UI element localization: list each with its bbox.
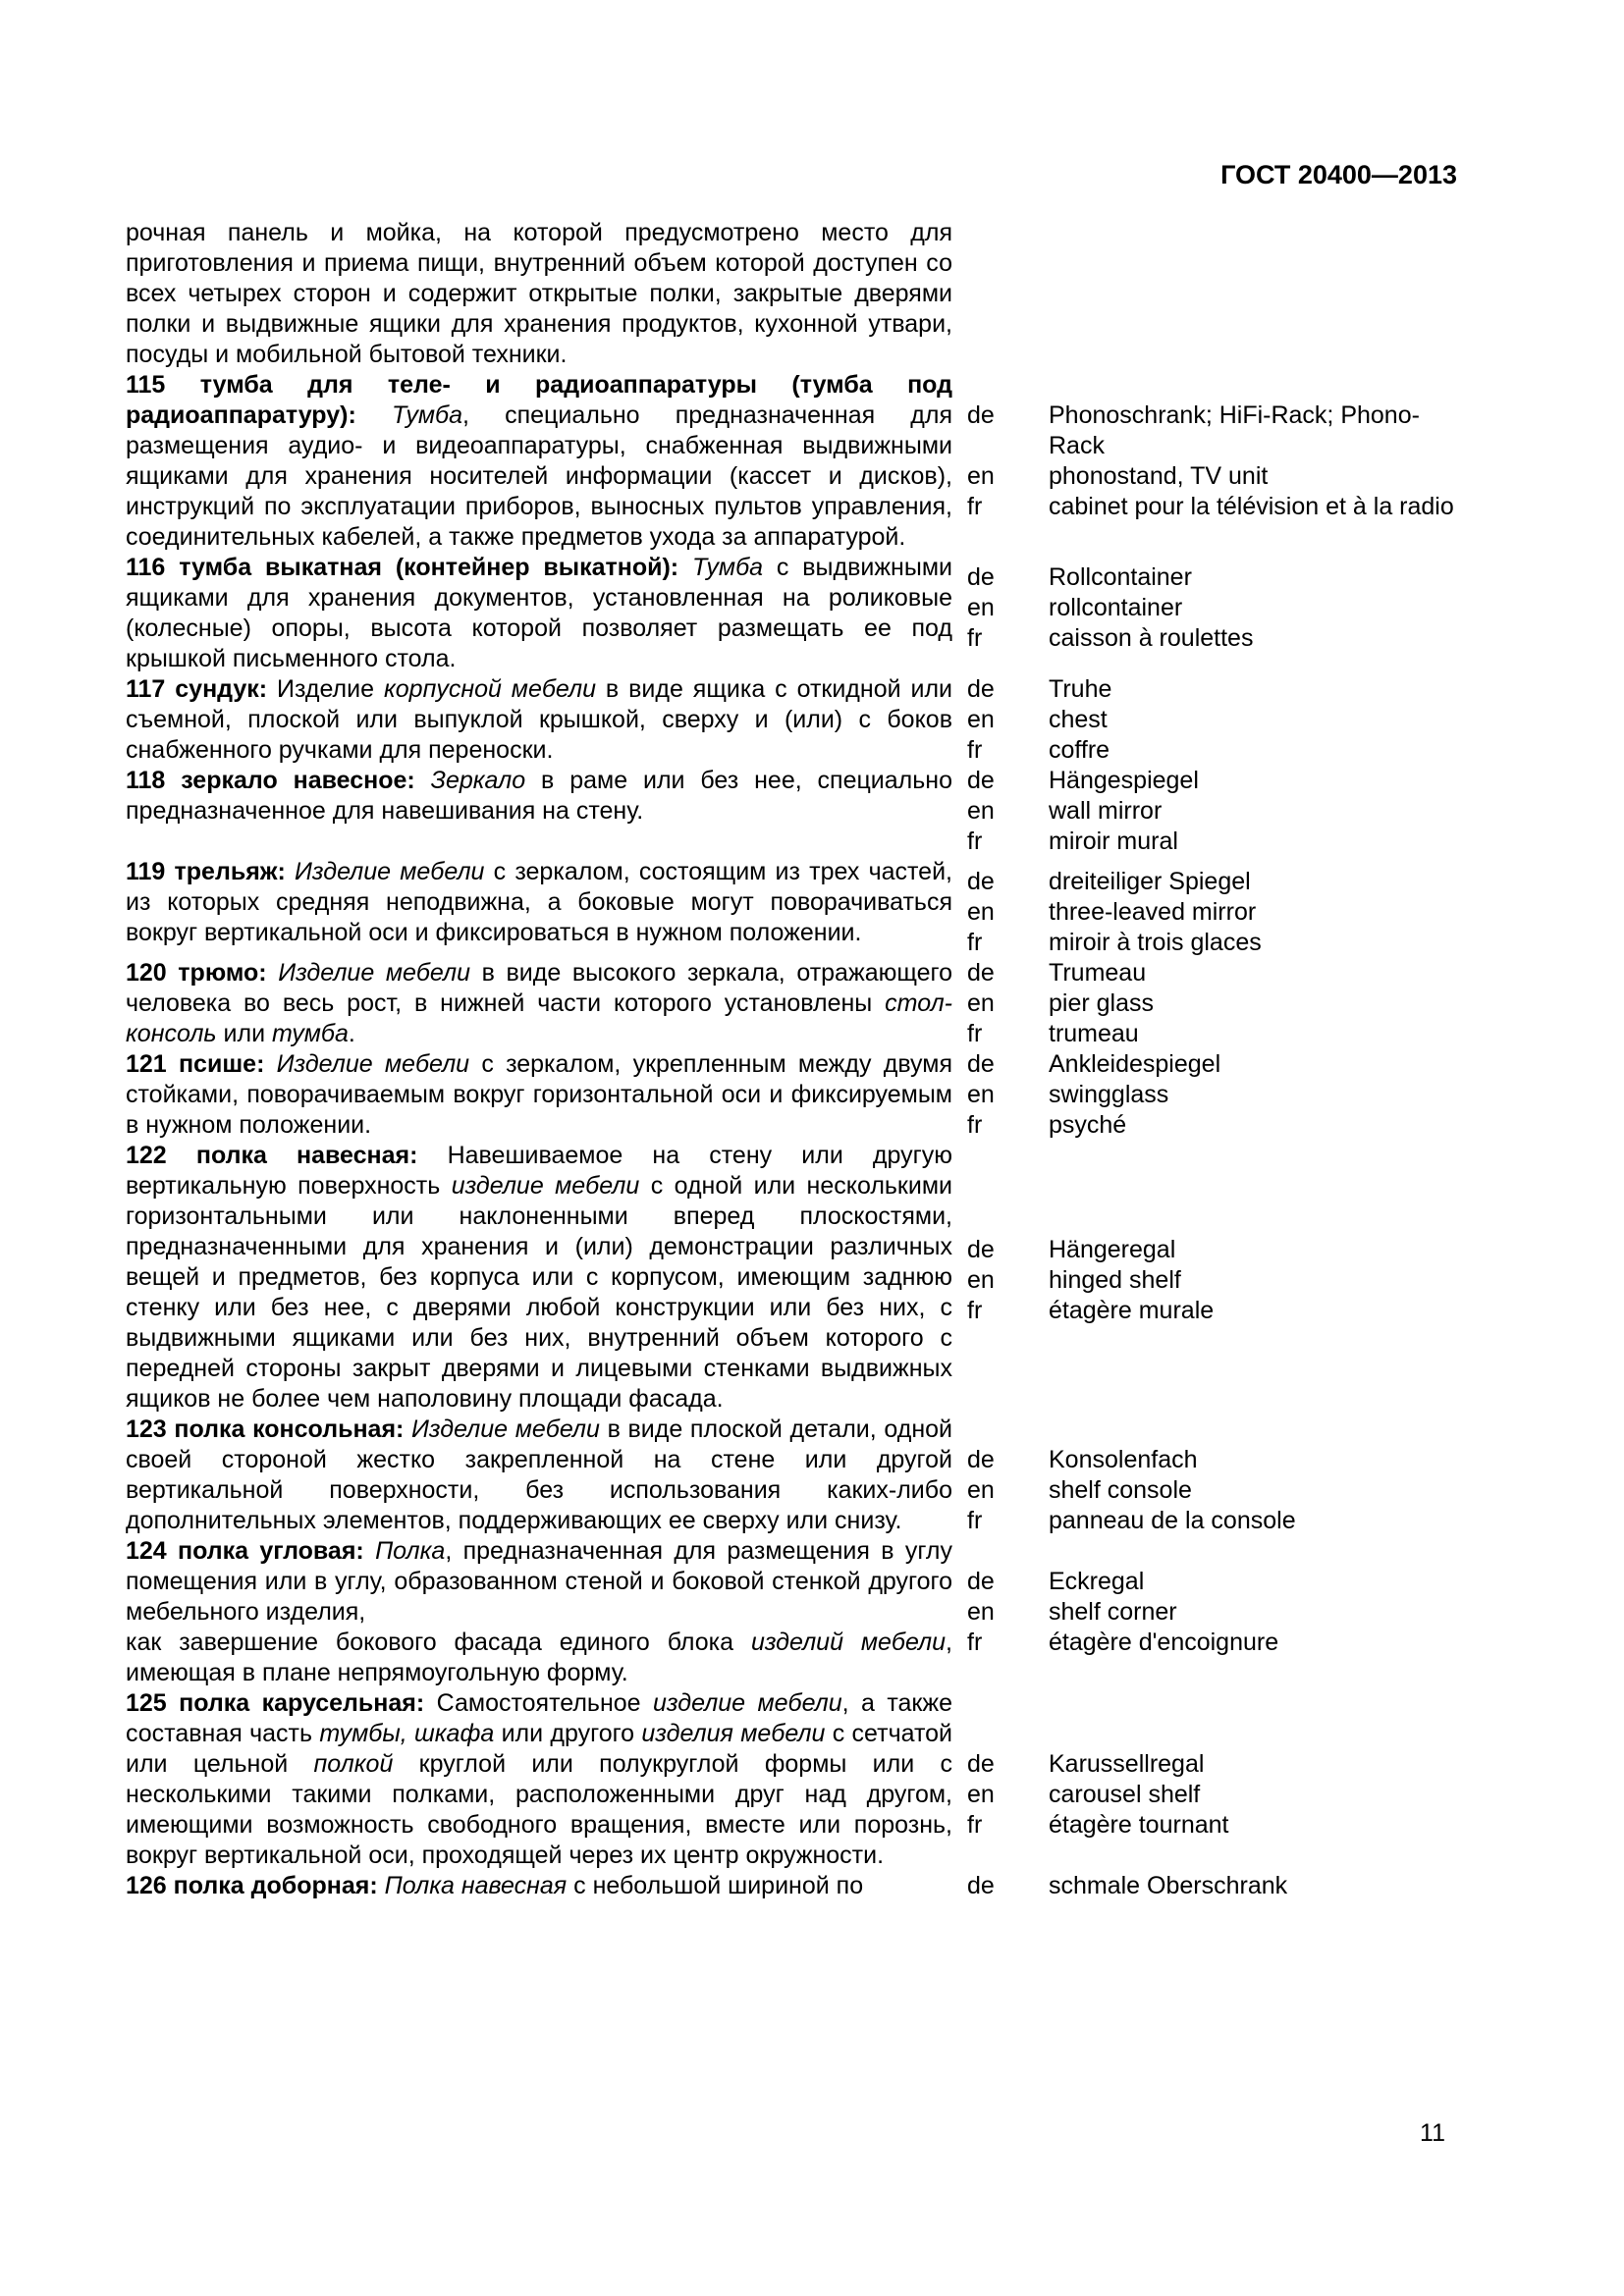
translation-text: swingglass	[1049, 1081, 1169, 1108]
translation-text: rollcontainer	[1049, 594, 1183, 621]
term-emphasis: изделие мебели	[653, 1689, 842, 1717]
definition-text: с зеркалом, укрепленным между двумя стойками, поворачиваемым вокруг горизонтальной оси и фиксируемым в нужном положении.	[126, 1050, 953, 1139]
translation-text: trumeau	[1049, 1020, 1139, 1047]
language-code: fr	[967, 1629, 983, 1656]
language-code: en	[967, 989, 995, 1017]
definition-text: с одной или несколькими горизонтальными или наклоненными вперед плоскостями, предназначенными для хранения и (или) демонстрации различных вещей и предметов, без корпуса или с корпусом, имеющим заднюю стенку или без нее, с дверями любой конструкции или без них, с выдвижными ящиками или без них, внутренний объем которого с передней стороны закрыт дверями и лицевыми стенками выдвижных ящиков не более чем наполовину площади фасада.	[126, 1172, 952, 1413]
translation-row	[967, 928, 1463, 958]
translation-text: dreiteiliger Spiegel	[1049, 868, 1251, 895]
term-entry-125	[126, 1688, 1463, 1871]
language-code: de	[967, 563, 995, 591]
translation-row	[967, 1749, 1463, 1780]
term-definition	[126, 857, 952, 948]
term-emphasis: Полка	[375, 1537, 446, 1565]
language-code: fr	[967, 1811, 983, 1839]
term-emphasis: Изделие мебели	[295, 858, 485, 885]
term-entry-126	[126, 1871, 1463, 1901]
translation-text: Eckregal	[1049, 1568, 1145, 1595]
term-translations	[967, 1749, 1463, 1841]
translation-text: shelf console	[1049, 1476, 1192, 1504]
language-code: de	[967, 675, 995, 703]
translation-text: phonostand, TV unit	[1049, 462, 1269, 490]
term-definition	[126, 1141, 952, 1415]
term-title: 121 псише:	[126, 1050, 277, 1078]
term-title: 122 полка навесная:	[126, 1142, 448, 1169]
language-code: en	[967, 1781, 995, 1808]
translation-text: étagère d'encoignure	[1049, 1629, 1279, 1656]
term-translations	[967, 562, 1463, 654]
term-definition	[126, 370, 952, 553]
term-translations	[967, 1871, 1463, 1901]
term-emphasis: полкой	[313, 1750, 394, 1778]
language-code: fr	[967, 828, 983, 855]
definition-text: в виде высокого зеркала, отражающего человека во весь рост, в нижней части которого установлены	[126, 959, 953, 1017]
language-code: fr	[967, 1297, 983, 1324]
translation-row	[967, 492, 1463, 522]
language-code: en	[967, 594, 995, 621]
translation-row	[967, 674, 1463, 705]
translation-row	[967, 593, 1463, 623]
term-title: 125 полка карусельная:	[126, 1689, 437, 1717]
term-translations	[967, 400, 1463, 522]
definition-text: в раме или без нее, специально предназначенное для навешивания на стену.	[126, 767, 952, 825]
definition-text: в виде ящика с откидной или съемной, плоской или выпуклой крышкой, сверху и (или) с боков снабженного ручками для переноски.	[126, 675, 953, 764]
translation-text: schmale Oberschrank	[1049, 1872, 1288, 1899]
term-translations	[967, 958, 1463, 1049]
term-translations	[967, 1235, 1463, 1326]
language-code: en	[967, 1598, 995, 1626]
definition-text: с сетчатой или цельной	[126, 1720, 952, 1778]
translation-row	[967, 705, 1463, 735]
translation-text: Hängeregal	[1049, 1236, 1176, 1263]
translation-row	[967, 766, 1463, 796]
translation-row	[967, 400, 1463, 461]
term-definition	[126, 1415, 952, 1536]
term-emphasis: изделий мебели	[750, 1629, 947, 1656]
term-emphasis: Изделие мебели	[411, 1415, 600, 1443]
language-code: en	[967, 1476, 995, 1504]
language-code: en	[967, 462, 995, 490]
definition-text: или	[216, 1020, 272, 1047]
translation-row	[967, 988, 1463, 1019]
term-emphasis: Тумба	[391, 401, 463, 429]
language-code: de	[967, 1446, 995, 1473]
terms-list	[126, 218, 1463, 1901]
term-entry-123	[126, 1415, 1463, 1536]
language-code: fr	[967, 929, 983, 956]
language-code: de	[967, 868, 995, 895]
translation-row	[967, 796, 1463, 827]
translation-text: hinged shelf	[1049, 1266, 1181, 1294]
term-translations	[967, 674, 1463, 766]
translation-row	[967, 1506, 1463, 1536]
term-definition	[126, 1871, 952, 1901]
language-code: fr	[967, 1111, 983, 1139]
definition-text: , имеющая в плане непрямоугольную форму.	[126, 1629, 952, 1686]
language-code: fr	[967, 493, 983, 520]
term-title: 117 сундук:	[126, 675, 278, 703]
language-code: de	[967, 1872, 995, 1899]
translation-text: wall mirror	[1049, 797, 1163, 825]
term-emphasis: Изделие мебели	[276, 1050, 470, 1078]
term-definition	[126, 1536, 952, 1688]
translation-text: Hängespiegel	[1049, 767, 1199, 794]
term-emphasis: изделия мебели	[641, 1720, 826, 1747]
definition-text: или другого	[494, 1720, 642, 1747]
term-title: 123 полка консольная:	[126, 1415, 412, 1443]
term-title: 118 зеркало навесное:	[126, 767, 431, 794]
translation-row	[967, 1235, 1463, 1265]
term-definition	[126, 1049, 952, 1141]
language-code: en	[967, 898, 995, 926]
term-definition	[126, 553, 952, 674]
language-code: en	[967, 1266, 995, 1294]
translation-text: Ankleidespiegel	[1049, 1050, 1221, 1078]
term-emphasis: Изделие мебели	[278, 959, 471, 987]
language-code: de	[967, 1050, 995, 1078]
language-code: de	[967, 401, 995, 429]
language-code: fr	[967, 1020, 983, 1047]
definition-text: .	[348, 1020, 355, 1047]
definition-text: как завершение бокового фасада единого блока	[126, 1629, 751, 1656]
translation-text: Truhe	[1049, 675, 1112, 703]
translation-row	[967, 1628, 1463, 1658]
translation-row	[967, 1597, 1463, 1628]
definition-text: , специально предназначенная для размещения аудио- и видеоаппаратуры, снабженная выдвижными ящиками для хранения носителей информации (кассет и дисков), инструкций по эксплуатации приборов, выносных пультов управления, соединительных кабелей, а также предметов ухода за аппаратурой.	[126, 401, 953, 551]
term-emphasis: Полка навесная	[384, 1872, 568, 1899]
term-entry-124	[126, 1536, 1463, 1688]
translation-row	[967, 827, 1463, 857]
translation-row	[967, 735, 1463, 766]
language-code: fr	[967, 624, 983, 652]
translation-text: Konsolenfach	[1049, 1446, 1198, 1473]
definition-text: Навешиваемое на стену или другую вертикальную поверхность	[126, 1142, 952, 1200]
term-emphasis: изделие мебели	[451, 1172, 640, 1200]
definition-text: в виде плоской детали, одной своей стороной жестко закрепленной на стене или другой вертикальной поверхности, без использования каких-либо дополнительных элементов, поддерживающих ее сверху или снизу.	[126, 1415, 952, 1534]
translation-row	[967, 461, 1463, 492]
term-entry-116	[126, 553, 1463, 674]
language-code: de	[967, 1568, 995, 1595]
term-definition	[126, 1688, 952, 1871]
translation-row	[967, 1445, 1463, 1475]
term-entry-118	[126, 766, 1463, 857]
definition-text: с зеркалом, состоящим из трех частей, из которых средняя неподвижна, а боковые могут поворачиваться вокруг вертикальной оси и фиксироваться в нужном положении.	[126, 858, 952, 946]
language-code: de	[967, 1236, 995, 1263]
translation-text: étagère murale	[1049, 1297, 1215, 1324]
term-translations	[967, 867, 1463, 958]
term-title: 120 трюмо:	[126, 959, 279, 987]
term-entry-122	[126, 1141, 1463, 1415]
definition-text: с выдвижными ящиками для хранения документов, установленная на роликовые (колесные) опоры, высота которой позволяет размещать ее под крышкой письменного стола.	[126, 554, 952, 672]
translation-row	[967, 897, 1463, 928]
term-emphasis: Зеркало	[430, 767, 526, 794]
translation-text: Trumeau	[1049, 959, 1147, 987]
translation-row	[967, 958, 1463, 988]
term-title: 126 полка доборная:	[126, 1872, 385, 1899]
definition-text: Изделие	[277, 675, 384, 703]
translation-row	[967, 867, 1463, 897]
translation-row	[967, 1110, 1463, 1141]
term-translations	[967, 1445, 1463, 1536]
translation-text: Rollcontainer	[1049, 563, 1192, 591]
translation-row	[967, 1780, 1463, 1810]
translation-row	[967, 1810, 1463, 1841]
translation-text: Phonoschrank; HiFi-Rack; Phono-Rack	[1049, 401, 1420, 459]
paragraph-continuation	[126, 218, 1463, 370]
translation-text: pier glass	[1049, 989, 1154, 1017]
term-title: 115 тумба для теле- и радиоаппаратуры (тумба под радиоаппаратуру):	[126, 371, 952, 429]
translation-text: three-leaved mirror	[1049, 898, 1257, 926]
definition-text: с небольшой шириной по	[567, 1872, 864, 1899]
translation-row	[967, 623, 1463, 654]
translation-row	[967, 1080, 1463, 1110]
translation-text: Karussellregal	[1049, 1750, 1205, 1778]
translation-row	[967, 1296, 1463, 1326]
term-title: 119 трельяж:	[126, 858, 296, 885]
language-code: fr	[967, 1507, 983, 1534]
term-emphasis: Тумба	[691, 554, 764, 581]
term-entry-120	[126, 958, 1463, 1049]
translation-text: psyché	[1049, 1111, 1127, 1139]
translation-text: caisson à roulettes	[1049, 624, 1254, 652]
term-title: 116 тумба выкатная (контейнер выкатной):	[126, 554, 692, 581]
language-code: en	[967, 797, 995, 825]
definition-text: Самостоятельное	[436, 1689, 653, 1717]
translation-text: miroir à trois glaces	[1049, 929, 1262, 956]
translation-text: chest	[1049, 706, 1108, 733]
translation-row	[967, 1019, 1463, 1049]
language-code: de	[967, 1750, 995, 1778]
translation-row	[967, 1567, 1463, 1597]
translation-text: cabinet pour la télévision et à la radio	[1049, 493, 1454, 520]
translation-text: panneau de la console	[1049, 1507, 1296, 1534]
document-code: ГОСТ 20400—2013	[1220, 160, 1457, 189]
translation-text: carousel shelf	[1049, 1781, 1201, 1808]
translation-text: coffre	[1049, 736, 1110, 764]
term-translations	[967, 766, 1463, 857]
translation-row	[967, 1265, 1463, 1296]
translation-row	[967, 1871, 1463, 1901]
term-title: 124 полка угловая:	[126, 1537, 376, 1565]
term-emphasis: тумбы, шкафа	[319, 1720, 495, 1747]
term-entry-121	[126, 1049, 1463, 1141]
definition-text: , предназначенная для размещения в углу помещения или в углу, образованном стеной и боковой стенкой другого мебельного изделия,	[126, 1537, 952, 1626]
language-code: fr	[967, 736, 983, 764]
translation-text: miroir mural	[1049, 828, 1178, 855]
translation-text: étagère tournant	[1049, 1811, 1229, 1839]
definition-text: рочная панель и мойка, на которой предусмотрено место для приготовления и приема пищи, внутренний объем которой доступен со всех четырех сторон и содержит открытые полки, закрытые дверями полки и выдвижные ящики для хранения продуктов, кухонной утвари, посуды и мобильной бытовой техники.	[126, 219, 952, 368]
definition-text: , а также составная часть	[126, 1689, 952, 1747]
translation-text: shelf corner	[1049, 1598, 1177, 1626]
term-emphasis: корпусной мебели	[383, 675, 596, 703]
term-entry-115	[126, 370, 1463, 553]
language-code: en	[967, 1081, 995, 1108]
term-emphasis: стол-консоль	[126, 989, 952, 1047]
term-translations	[967, 1049, 1463, 1141]
term-translations	[967, 1567, 1463, 1658]
term-definition	[126, 218, 952, 370]
term-definition	[126, 766, 952, 827]
term-entry-117	[126, 674, 1463, 766]
language-code: de	[967, 767, 995, 794]
translation-row	[967, 1475, 1463, 1506]
language-code: en	[967, 706, 995, 733]
page-number: 11	[1420, 2119, 1445, 2147]
term-entry-119	[126, 857, 1463, 958]
term-definition	[126, 958, 952, 1049]
definition-text: круглой или полукруглой формы или с несколькими такими полками, расположенными друг над другом, имеющими возможность свободного вращения, вместе или порознь, вокруг вертикальной оси, проходящей через их центр окружности.	[126, 1750, 952, 1869]
term-emphasis: тумба	[272, 1020, 349, 1047]
term-definition	[126, 674, 952, 766]
language-code: de	[967, 959, 995, 987]
translation-row	[967, 562, 1463, 593]
translation-row	[967, 1049, 1463, 1080]
